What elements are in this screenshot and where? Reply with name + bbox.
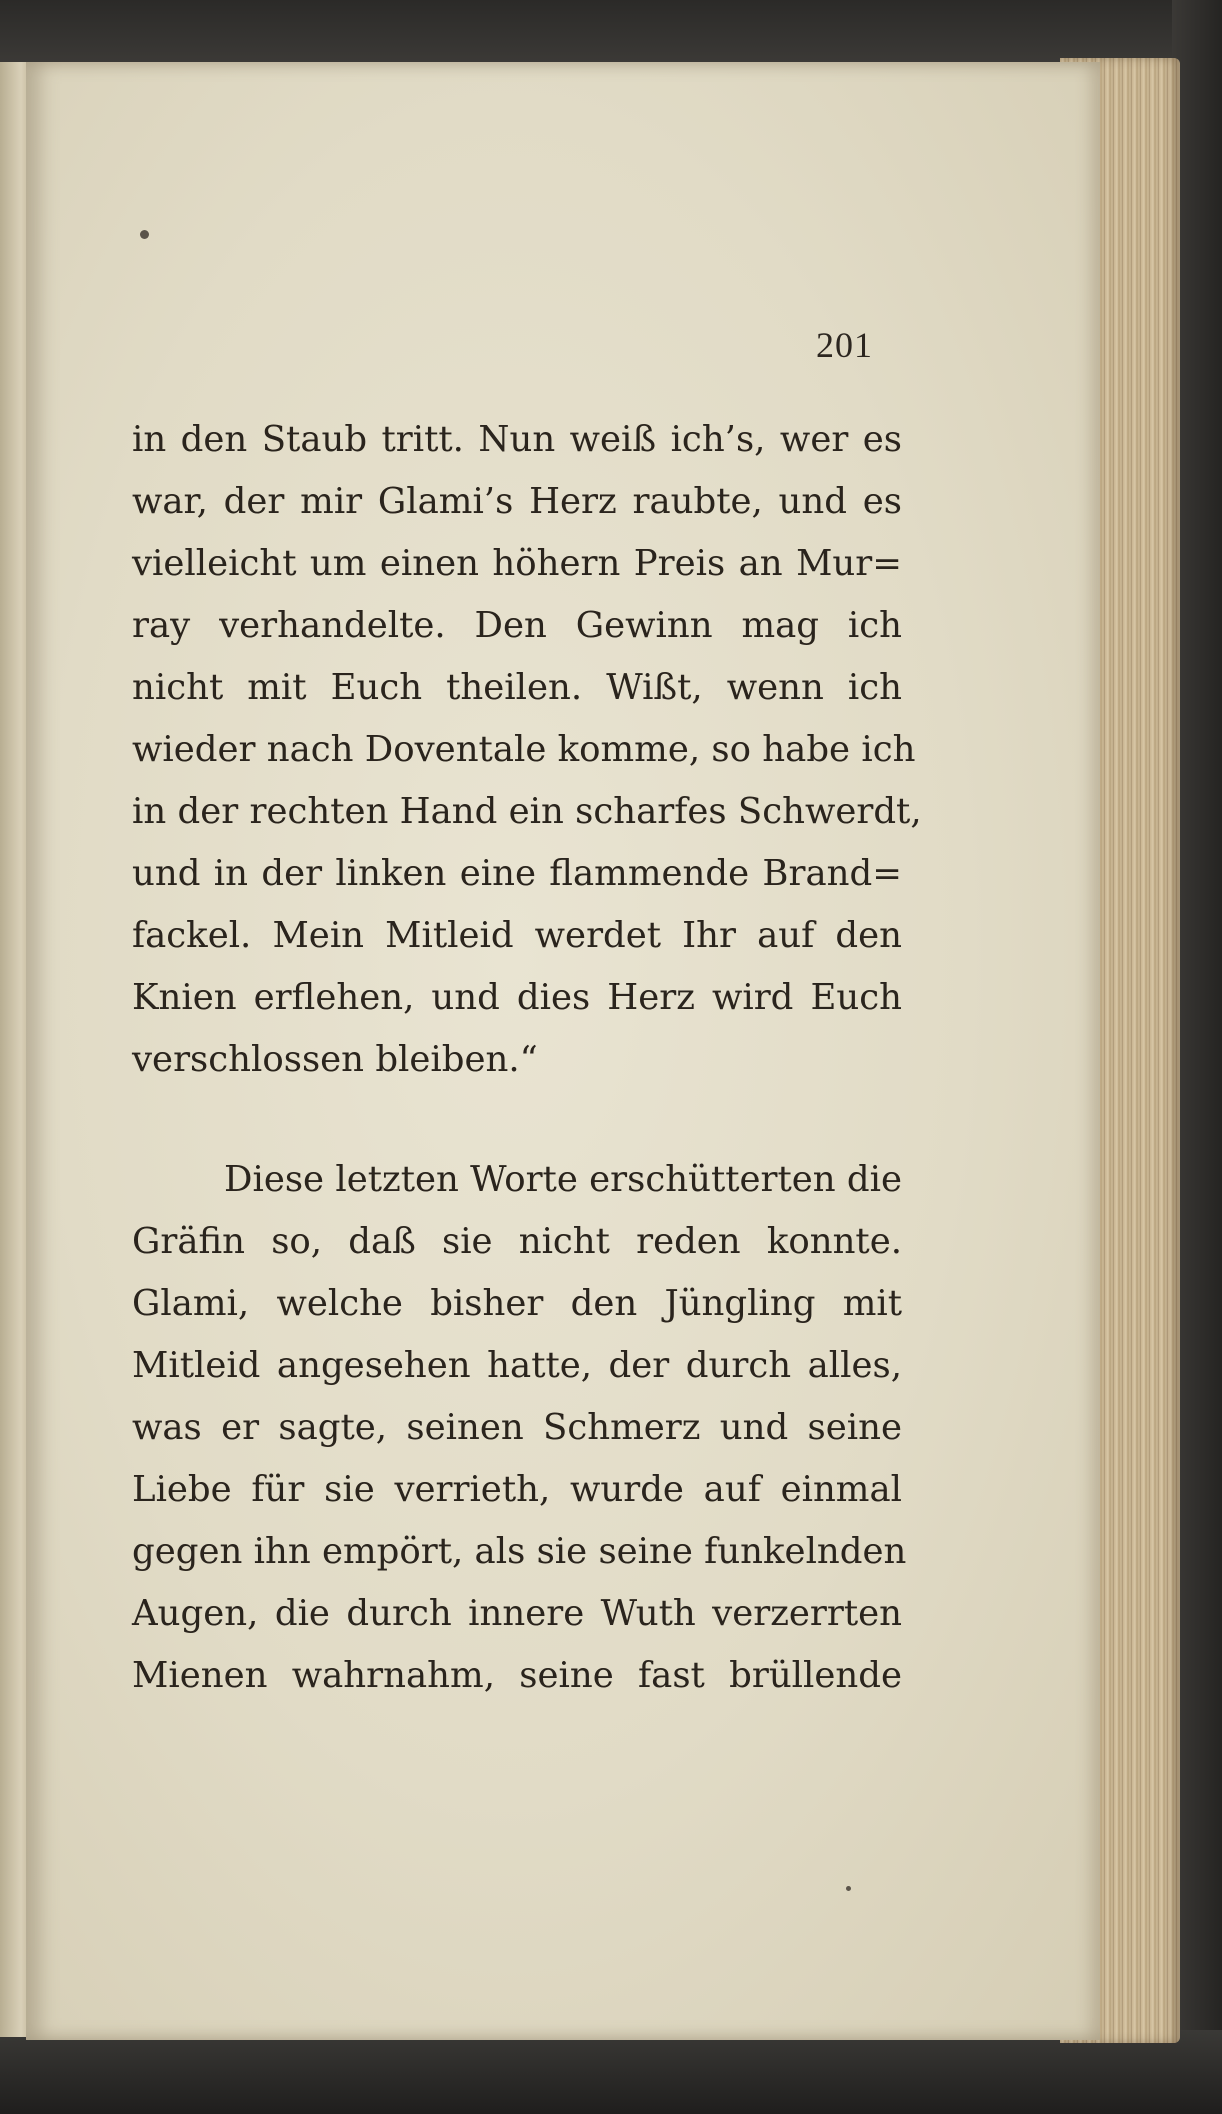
text-line: war, der mir Glami’s Herz raubte, und es — [132, 481, 902, 522]
ink-speck — [140, 230, 149, 239]
ink-speck — [846, 1886, 851, 1891]
text-line: Glami, welche bisher den Jüngling mit — [132, 1283, 902, 1324]
page-number: 201 — [816, 325, 873, 365]
paragraph-1 — [132, 409, 922, 1091]
text-line: Diese letzten Worte erschütterten die — [224, 1159, 902, 1200]
book-cover-top-edge — [0, 0, 1222, 70]
text-line: wieder nach Doventale komme, so habe ich — [132, 729, 916, 770]
text-line: gegen ihn empört, als sie seine funkelnden — [132, 1531, 907, 1572]
paragraph-2 — [132, 1149, 907, 1707]
text-line: Gräfin so, daß sie nicht reden konnte. — [132, 1221, 902, 1262]
text-line: nicht mit Euch theilen. Wißt, wenn ich — [132, 667, 902, 708]
text-line: verschlossen bleiben.“ — [132, 1039, 538, 1080]
book-cover-bottom-edge — [0, 2030, 1222, 2114]
book-page — [26, 62, 1100, 2040]
text-line: und in der linken eine flammende Brand= — [132, 853, 902, 894]
text-line: Liebe für sie verrieth, wurde auf einmal — [132, 1469, 902, 1510]
text-line: fackel. Mein Mitleid werdet Ihr auf den — [132, 915, 902, 956]
text-line: was er sagte, seinen Schmerz und seine — [132, 1407, 902, 1448]
text-line: Knien erflehen, und dies Herz wird Euch — [132, 977, 902, 1018]
text-line: ray verhandelte. Den Gewinn mag ich — [132, 605, 902, 646]
text-line: Mitleid angesehen hatte, der durch alles, — [132, 1345, 902, 1386]
text-line: Mienen wahrnahm, seine fast brüllende — [132, 1655, 902, 1696]
text-line: in den Staub tritt. Nun weiß ich’s, wer es — [132, 419, 902, 460]
text-line: vielleicht um einen höhern Preis an Mur= — [132, 543, 902, 584]
text-line: in der rechten Hand ein scharfes Schwerdt, — [132, 791, 922, 832]
text-line: Augen, die durch innere Wuth verzerrten — [132, 1593, 902, 1634]
